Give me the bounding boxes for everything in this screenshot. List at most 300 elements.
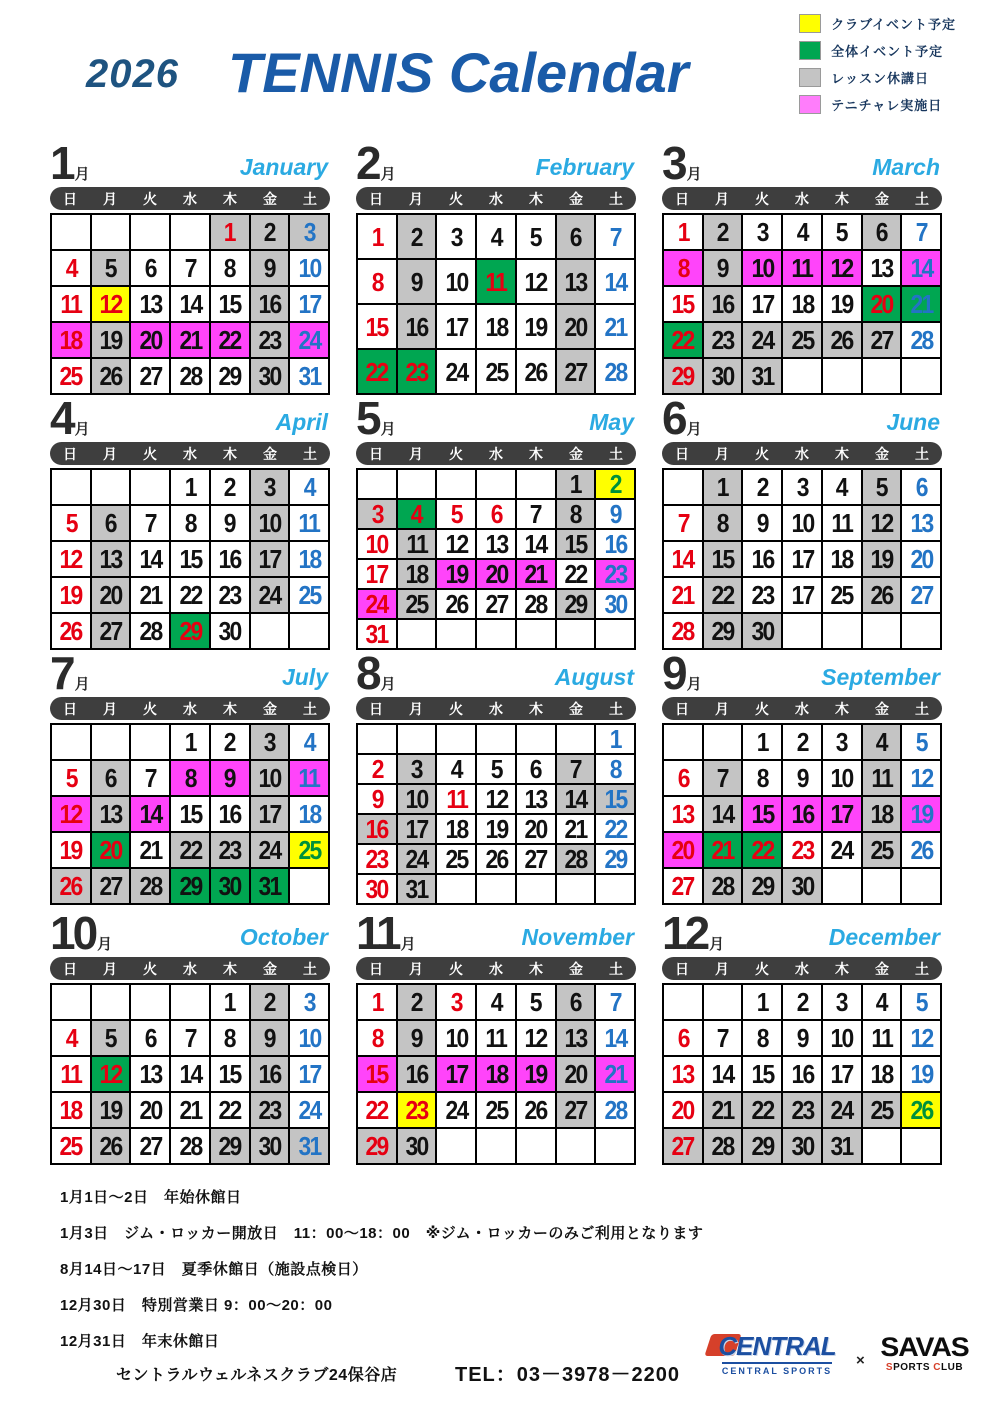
day-number: 31 — [298, 361, 321, 391]
month-suffix: 月 — [97, 936, 113, 953]
day-number: 15 — [564, 530, 587, 558]
day-number: 26 — [99, 361, 122, 391]
day-cell — [664, 215, 702, 249]
day-number: 18 — [405, 560, 428, 588]
month-number: 8 — [356, 647, 379, 699]
day-cell — [863, 1093, 901, 1127]
day-cell — [596, 590, 634, 618]
day-number: 9 — [796, 763, 808, 793]
day-number: 18 — [445, 815, 468, 843]
day-cell — [171, 506, 209, 540]
day-number: 4 — [490, 987, 502, 1017]
day-cell — [131, 614, 169, 648]
day-number: 19 — [445, 560, 468, 588]
weekday-label: 土 — [609, 445, 623, 462]
weekday-label: 木 — [223, 700, 237, 717]
day-cell — [437, 985, 475, 1019]
day-number: 22 — [751, 1095, 774, 1125]
weekday-label: 金 — [569, 700, 583, 717]
day-number: 18 — [298, 799, 321, 829]
day-cell — [52, 251, 90, 285]
day-cell — [517, 215, 555, 258]
day-number: 30 — [218, 871, 241, 901]
day-number: 2 — [263, 217, 275, 247]
empty-cell — [863, 869, 901, 903]
day-number: 2 — [796, 727, 808, 757]
day-number: 30 — [791, 1131, 813, 1161]
weekday-label: 金 — [569, 960, 583, 977]
day-number: 29 — [218, 1131, 241, 1161]
day-cell — [358, 305, 396, 348]
weekday-label: 金 — [875, 700, 889, 717]
day-cell — [92, 542, 130, 576]
day-cell — [437, 845, 475, 873]
weekday-header — [662, 442, 942, 465]
day-number: 19 — [524, 311, 547, 342]
month-name-english: January — [239, 154, 328, 180]
day-cell — [743, 251, 781, 285]
day-cell — [517, 785, 555, 813]
day-number: 12 — [99, 1059, 122, 1089]
day-cell — [398, 560, 436, 588]
day-number: 14 — [179, 289, 201, 319]
day-number: 4 — [875, 727, 887, 757]
weekday-label: 金 — [263, 700, 277, 717]
day-number: 19 — [910, 799, 933, 829]
day-cell — [358, 785, 396, 813]
day-number: 4 — [490, 221, 502, 252]
day-number: 2 — [796, 987, 808, 1017]
day-number: 28 — [524, 590, 547, 618]
day-number: 30 — [751, 616, 774, 646]
weekday-label: 日 — [675, 700, 689, 717]
weekday-label: 木 — [835, 445, 849, 462]
day-cell — [783, 287, 821, 321]
month-grid — [662, 723, 942, 905]
day-number: 7 — [184, 253, 196, 283]
central-logo-subtitle: CENTRAL SPORTS — [722, 1362, 832, 1376]
day-number: 6 — [105, 763, 117, 793]
day-number: 2 — [411, 987, 423, 1017]
weekday-label: 日 — [63, 445, 77, 462]
day-cell — [251, 985, 289, 1019]
day-number: 24 — [445, 356, 468, 387]
empty-cell — [517, 725, 555, 753]
weekday-label: 月 — [409, 700, 423, 717]
weekday-header — [356, 957, 636, 980]
day-cell — [863, 215, 901, 249]
day-cell — [290, 833, 328, 867]
day-cell — [171, 1021, 209, 1055]
weekday-label: 火 — [755, 960, 769, 977]
day-number: 23 — [751, 580, 774, 610]
day-number: 23 — [258, 325, 281, 355]
day-number: 19 — [59, 580, 82, 610]
day-cell — [823, 323, 861, 357]
day-cell — [358, 815, 396, 843]
day-number: 17 — [298, 1059, 321, 1089]
weekday-header — [50, 957, 330, 980]
day-number: 13 — [99, 544, 122, 574]
day-number: 10 — [405, 785, 428, 813]
month-suffix: 月 — [380, 421, 396, 438]
day-cell — [517, 305, 555, 348]
day-cell — [398, 815, 436, 843]
day-cell — [557, 1021, 595, 1055]
month-grid — [50, 723, 330, 905]
weekday-label: 木 — [835, 700, 849, 717]
note-line-2: 8月14日～17日 夏季休館日（施設点検日） — [60, 1261, 368, 1278]
day-cell — [251, 215, 289, 249]
day-cell — [596, 1093, 634, 1127]
day-number: 18 — [870, 1059, 893, 1089]
day-cell — [477, 560, 515, 588]
day-number: 30 — [604, 590, 627, 618]
day-number: 24 — [298, 1095, 321, 1125]
day-cell — [743, 1057, 781, 1091]
day-number: 16 — [711, 289, 734, 319]
day-cell — [211, 470, 249, 504]
empty-cell — [477, 470, 515, 498]
day-number: 7 — [609, 987, 621, 1017]
day-cell — [251, 470, 289, 504]
savas-subtitle-part: PORTS — [893, 1362, 934, 1373]
weekday-label: 月 — [715, 445, 729, 462]
day-number: 15 — [365, 1059, 388, 1089]
empty-cell — [704, 725, 742, 759]
month-header — [662, 647, 942, 699]
day-number: 20 — [139, 325, 162, 355]
weekday-label: 金 — [569, 445, 583, 462]
day-number: 8 — [371, 266, 383, 297]
day-number: 24 — [298, 325, 321, 355]
day-number: 11 — [60, 289, 82, 319]
empty-cell — [131, 985, 169, 1019]
day-cell — [171, 797, 209, 831]
day-cell — [823, 470, 861, 504]
day-cell — [398, 875, 436, 903]
day-number: 10 — [298, 1023, 321, 1053]
day-number: 14 — [139, 799, 162, 829]
day-cell — [52, 1093, 90, 1127]
day-number: 16 — [258, 289, 281, 319]
day-cell — [557, 985, 595, 1019]
day-cell — [211, 1057, 249, 1091]
day-number: 21 — [524, 560, 547, 588]
day-cell — [290, 1129, 328, 1163]
day-number: 27 — [910, 580, 933, 610]
legend-item-2 — [799, 64, 956, 91]
day-number: 25 — [298, 580, 321, 610]
day-number: 21 — [604, 311, 627, 342]
day-number: 14 — [671, 544, 694, 574]
day-number: 30 — [791, 871, 813, 901]
day-cell — [131, 542, 169, 576]
day-cell — [664, 761, 702, 795]
day-cell — [437, 1057, 475, 1091]
day-number: 31 — [258, 871, 281, 901]
month-grid — [50, 983, 330, 1165]
day-number: 25 — [485, 1095, 507, 1125]
day-number: 30 — [258, 1131, 281, 1161]
day-number: 9 — [411, 266, 423, 297]
empty-cell — [664, 470, 702, 504]
weekday-label: 月 — [103, 445, 117, 462]
empty-cell — [131, 470, 169, 504]
central-logo-text: CENTRAL — [718, 1331, 836, 1361]
day-cell — [52, 1021, 90, 1055]
day-number: 7 — [677, 508, 689, 538]
day-cell — [596, 1021, 634, 1055]
empty-cell — [398, 620, 436, 648]
day-cell — [477, 785, 515, 813]
weekday-label: 日 — [63, 190, 77, 207]
day-number: 3 — [756, 217, 768, 247]
day-cell — [664, 1057, 702, 1091]
month-july — [50, 647, 330, 910]
day-cell — [211, 215, 249, 249]
day-number: 12 — [830, 253, 853, 283]
day-cell — [596, 470, 634, 498]
day-cell — [902, 1093, 940, 1127]
month-grid — [662, 468, 942, 650]
day-number: 8 — [717, 508, 729, 538]
day-cell — [251, 869, 289, 903]
day-cell — [398, 755, 436, 783]
month-suffix: 月 — [380, 166, 396, 183]
day-number: 13 — [524, 785, 547, 813]
day-cell — [398, 350, 436, 393]
day-number: 10 — [445, 1023, 468, 1053]
month-name-english: November — [521, 924, 634, 950]
legend — [799, 10, 956, 118]
day-cell — [251, 1093, 289, 1127]
day-number: 8 — [224, 1023, 236, 1053]
day-cell — [557, 500, 595, 528]
day-number: 6 — [569, 987, 581, 1017]
day-cell — [783, 1093, 821, 1127]
day-number: 15 — [365, 311, 388, 342]
day-cell — [743, 1129, 781, 1163]
day-cell — [92, 869, 130, 903]
month-suffix: 月 — [74, 676, 90, 693]
day-cell — [902, 985, 940, 1019]
day-number: 4 — [65, 253, 77, 283]
day-cell — [596, 215, 634, 258]
legend-item-1 — [799, 37, 956, 64]
day-number: 6 — [144, 1023, 156, 1053]
weekday-label: 火 — [449, 445, 463, 462]
day-number: 11 — [871, 1023, 892, 1053]
day-cell — [863, 506, 901, 540]
day-number: 18 — [485, 311, 507, 342]
day-number: 5 — [65, 763, 77, 793]
weekday-label: 日 — [63, 700, 77, 717]
day-number: 8 — [184, 508, 196, 538]
savas-logo-subtitle — [872, 1362, 977, 1373]
day-number: 15 — [711, 544, 734, 574]
phone-number: TEL：03－3978－2200 — [455, 1364, 681, 1386]
day-number: 10 — [258, 508, 281, 538]
day-cell — [211, 359, 249, 393]
month-suffix: 月 — [686, 676, 702, 693]
month-grid — [356, 983, 636, 1165]
day-cell — [131, 287, 169, 321]
month-number: 12 — [662, 907, 708, 959]
weekday-label: 土 — [303, 445, 317, 462]
day-cell — [557, 845, 595, 873]
day-cell — [902, 287, 940, 321]
day-cell — [290, 287, 328, 321]
day-cell — [398, 530, 436, 558]
day-cell — [211, 578, 249, 612]
day-cell — [477, 755, 515, 783]
day-number: 20 — [99, 580, 122, 610]
day-cell — [517, 755, 555, 783]
day-number: 22 — [218, 1095, 241, 1125]
day-cell — [823, 1093, 861, 1127]
day-cell — [358, 560, 396, 588]
month-suffix: 月 — [709, 936, 725, 953]
day-number: 31 — [298, 1131, 321, 1161]
day-cell — [251, 1057, 289, 1091]
day-cell — [477, 350, 515, 393]
month-suffix: 月 — [400, 936, 416, 953]
weekday-label: 土 — [609, 700, 623, 717]
day-cell — [823, 797, 861, 831]
weekday-label: 月 — [103, 700, 117, 717]
day-number: 29 — [671, 361, 694, 391]
month-header — [356, 907, 636, 959]
month-name-english: October — [239, 924, 328, 950]
month-september — [662, 647, 942, 910]
month-number: 10 — [50, 907, 96, 959]
day-cell — [783, 1021, 821, 1055]
day-cell — [437, 815, 475, 843]
day-number: 27 — [671, 1131, 694, 1161]
day-cell — [171, 614, 209, 648]
day-number: 22 — [671, 325, 694, 355]
weekday-label: 水 — [489, 190, 503, 207]
day-number: 17 — [298, 289, 321, 319]
day-number: 22 — [604, 815, 627, 843]
day-cell — [92, 1021, 130, 1055]
day-cell — [477, 590, 515, 618]
day-number: 6 — [677, 1023, 689, 1053]
day-cell — [823, 215, 861, 249]
day-cell — [358, 530, 396, 558]
month-suffix: 月 — [686, 166, 702, 183]
empty-cell — [171, 985, 209, 1019]
weekday-label: 火 — [449, 960, 463, 977]
day-cell — [290, 359, 328, 393]
day-cell — [664, 1129, 702, 1163]
day-number: 3 — [371, 500, 383, 528]
weekday-header — [50, 187, 330, 210]
day-cell — [290, 578, 328, 612]
day-number: 15 — [751, 1059, 774, 1089]
month-number: 6 — [662, 392, 685, 444]
day-cell — [211, 287, 249, 321]
empty-cell — [477, 875, 515, 903]
day-number: 11 — [406, 530, 427, 558]
day-cell — [290, 323, 328, 357]
day-cell — [92, 1129, 130, 1163]
day-number: 29 — [751, 871, 774, 901]
day-cell — [92, 287, 130, 321]
day-cell — [477, 1093, 515, 1127]
empty-cell — [517, 620, 555, 648]
day-cell — [211, 506, 249, 540]
weekday-label: 木 — [223, 190, 237, 207]
day-cell — [131, 1129, 169, 1163]
day-cell — [477, 1057, 515, 1091]
day-cell — [743, 833, 781, 867]
day-cell — [398, 1093, 436, 1127]
day-number: 20 — [564, 1059, 587, 1089]
month-grid — [356, 213, 636, 395]
day-cell — [743, 542, 781, 576]
day-cell — [783, 251, 821, 285]
central-logo-word — [702, 1332, 852, 1360]
day-cell — [704, 1057, 742, 1091]
day-number: 18 — [870, 799, 893, 829]
day-number: 1 — [371, 987, 383, 1017]
day-cell — [743, 614, 781, 648]
day-number: 12 — [524, 266, 547, 297]
weekday-label: 木 — [835, 190, 849, 207]
day-number: 2 — [371, 755, 383, 783]
day-cell — [783, 761, 821, 795]
day-cell — [863, 985, 901, 1019]
weekday-label: 火 — [755, 445, 769, 462]
day-number: 20 — [564, 311, 587, 342]
day-cell — [211, 833, 249, 867]
day-cell — [664, 578, 702, 612]
day-number: 5 — [490, 755, 502, 783]
day-cell — [823, 251, 861, 285]
weekday-label: 日 — [369, 700, 383, 717]
empty-cell — [52, 470, 90, 504]
day-cell — [664, 797, 702, 831]
empty-cell — [358, 725, 396, 753]
empty-cell — [52, 985, 90, 1019]
day-number: 13 — [485, 530, 507, 558]
day-cell — [358, 590, 396, 618]
month-name-english: February — [535, 154, 634, 180]
day-number: 8 — [609, 755, 621, 783]
day-number: 20 — [671, 1095, 694, 1125]
day-number: 24 — [751, 325, 774, 355]
day-cell — [437, 215, 475, 258]
day-cell — [557, 815, 595, 843]
day-number: 12 — [59, 544, 82, 574]
day-number: 16 — [405, 311, 428, 342]
day-number: 26 — [59, 871, 82, 901]
day-number: 28 — [139, 616, 162, 646]
day-cell — [517, 1021, 555, 1055]
day-cell — [823, 985, 861, 1019]
day-number: 29 — [179, 871, 201, 901]
day-number: 1 — [569, 470, 581, 498]
day-number: 23 — [218, 580, 241, 610]
empty-cell — [902, 614, 940, 648]
day-cell — [358, 1021, 396, 1055]
day-cell — [743, 470, 781, 504]
day-cell — [437, 590, 475, 618]
day-number: 15 — [751, 799, 774, 829]
day-cell — [557, 785, 595, 813]
